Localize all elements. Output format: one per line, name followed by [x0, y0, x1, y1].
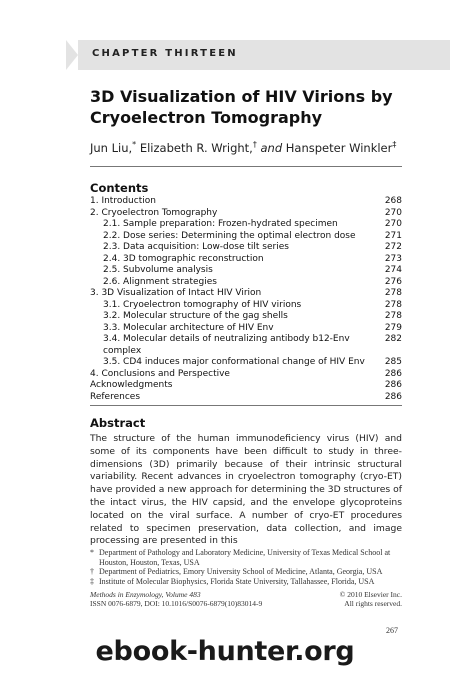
author-3: Hanspeter Winkler — [285, 140, 393, 155]
toc-entry-page: 276 — [384, 276, 402, 287]
footnote — [90, 548, 402, 567]
toc-entry-title: 2.5. Subvolume analysis — [103, 265, 213, 275]
footnote-mark: † — [90, 567, 94, 576]
toc-entry[interactable] — [90, 265, 402, 277]
toc-entry-title: 2.6. Alignment strategies — [103, 276, 217, 287]
author-conjunction: and — [256, 140, 286, 155]
footnote-mark: ‡ — [90, 576, 94, 586]
chapter-title — [90, 86, 430, 128]
toc-entry[interactable] — [90, 300, 402, 312]
footnote-text: Department of Pathology and Laboratory Medicine, University of Texas Medical School at Houston, Houston, Texas, USA — [99, 548, 391, 567]
toc-entry-page: 272 — [384, 242, 402, 252]
toc-entry-title: 3.2. Molecular structure of the gag shells — [103, 311, 288, 321]
toc-entry[interactable] — [90, 323, 402, 335]
toc-entry-title: Acknowledgments — [90, 380, 173, 390]
author-1-affiliation-mark[interactable]: * — [132, 140, 137, 149]
author-2-affiliation-mark[interactable]: † — [252, 140, 257, 149]
contents-heading: Contents — [90, 181, 149, 195]
toc-entry[interactable] — [90, 254, 402, 266]
toc-entry-page: 268 — [384, 196, 402, 206]
toc-entry-page: 273 — [384, 253, 402, 264]
chapter-label: CHAPTER THIRTEEN — [92, 48, 238, 59]
affiliation-footnotes — [90, 548, 402, 586]
footnote-text: Institute of Molecular Biophysics, Florida State University, Tallahassee, Florida, USA — [99, 576, 375, 586]
toc-entry-title: 2.4. 3D tomographic reconstruction — [103, 253, 264, 264]
toc-entry-page: 286 — [384, 368, 402, 379]
watermark-logo: ebook-hunter.org — [95, 636, 355, 667]
toc-entry[interactable] — [90, 392, 402, 404]
toc-entry-title: 3.3. Molecular architecture of HIV Env — [103, 322, 274, 333]
toc-entry[interactable] — [90, 242, 402, 254]
toc-entry-page: 270 — [384, 219, 402, 229]
abstract-body: The structure of the human immunodeficiency virus (HIV) and some of its components have been difficult to study in three-dimensions (3D) primarily because of their intrinsic structural variability. Recent advances in cryoelectron tomography (cryo-ET) have provided a new approach for determining the 3D structures of the intact virus, the HIV capsid, and the envelope glycoproteins located on the viral surface. A number of cryo-ET procedures related to specimen preservation, data collection, and image processing are presented in this — [90, 433, 402, 547]
rights-notice: All rights reserved. — [344, 599, 402, 608]
toc-entry-title: 3.4. Molecular details of neutralizing antibody b12-Env complex — [103, 334, 350, 356]
toc-entry-title: 2.3. Data acquisition: Low-dose tilt series — [103, 242, 289, 252]
toc-entry-page: 279 — [384, 322, 402, 333]
toc-entry-page: 274 — [384, 265, 402, 275]
toc-entry-page: 270 — [384, 207, 402, 218]
toc-entry-page: 286 — [384, 380, 402, 390]
toc-entry-page: 278 — [384, 299, 402, 310]
toc-entry[interactable] — [90, 369, 402, 381]
toc-entry[interactable] — [90, 196, 402, 208]
toc-entry-title: 2.2. Dose series: Determining the optimal electron dose — [103, 230, 356, 241]
toc-entry[interactable] — [90, 231, 402, 243]
chapter-title-line1: 3D Visualization of HIV Virions by — [90, 87, 393, 106]
toc-entry-page: 285 — [384, 357, 402, 367]
divider-top — [90, 166, 402, 167]
toc-entry-title: 4. Conclusions and Perspective — [90, 368, 230, 379]
footnote — [90, 577, 402, 587]
toc-entry-title: 2. Cryoelectron Tomography — [90, 207, 218, 218]
author-1: Jun Liu, — [90, 140, 133, 155]
abstract-heading: Abstract — [90, 416, 146, 430]
toc-entry[interactable] — [90, 208, 402, 220]
author-2: Elizabeth R. Wright, — [136, 140, 253, 155]
publication-info — [90, 590, 402, 608]
copyright-notice: © 2010 Elsevier Inc. — [339, 590, 402, 599]
toc-entry-page: 282 — [384, 334, 402, 344]
toc-entry-title: 3. 3D Visualization of Intact HIV Virion — [90, 288, 262, 298]
divider-bottom — [90, 405, 402, 406]
toc-entry-page: 271 — [384, 230, 402, 241]
page-number: 267 — [386, 626, 398, 635]
author-list — [90, 140, 396, 155]
footnote-text: Department of Pediatrics, Emory University School of Medicine, Atlanta, Georgia, USA — [99, 567, 383, 576]
author-3-affiliation-mark[interactable]: ‡ — [392, 140, 397, 149]
toc-entry[interactable] — [90, 311, 402, 323]
toc-entry-title: 1. Introduction — [90, 196, 156, 206]
toc-entry[interactable] — [90, 277, 402, 289]
toc-entry-title: References — [90, 391, 141, 402]
toc-entry-title: 2.1. Sample preparation: Frozen-hydrated specimen — [103, 219, 338, 229]
toc-entry-title: 3.1. Cryoelectron tomography of HIV virions — [103, 299, 302, 310]
toc-entry[interactable] — [90, 380, 402, 392]
footnote — [90, 567, 402, 577]
footnote-mark: * — [90, 548, 94, 557]
toc-entry-page: 278 — [384, 288, 402, 298]
issn-doi: ISSN 0076-6879, DOI: 10.1016/S0076-6879(10)83014-9 — [90, 599, 263, 608]
toc-entry-page: 286 — [384, 391, 402, 402]
toc-entry[interactable] — [90, 334, 402, 357]
toc-entry-title: 3.5. CD4 induces major conformational change of HIV Env — [103, 357, 365, 367]
table-of-contents — [90, 196, 402, 403]
toc-entry[interactable] — [90, 357, 402, 369]
toc-entry-page: 278 — [384, 311, 402, 321]
chapter-title-line2: Cryoelectron Tomography — [90, 108, 323, 127]
chapter-band-notch — [66, 40, 78, 70]
toc-entry[interactable] — [90, 219, 402, 231]
toc-entry[interactable] — [90, 288, 402, 300]
journal-citation: Methods in Enzymology, Volume 483 — [90, 590, 201, 599]
